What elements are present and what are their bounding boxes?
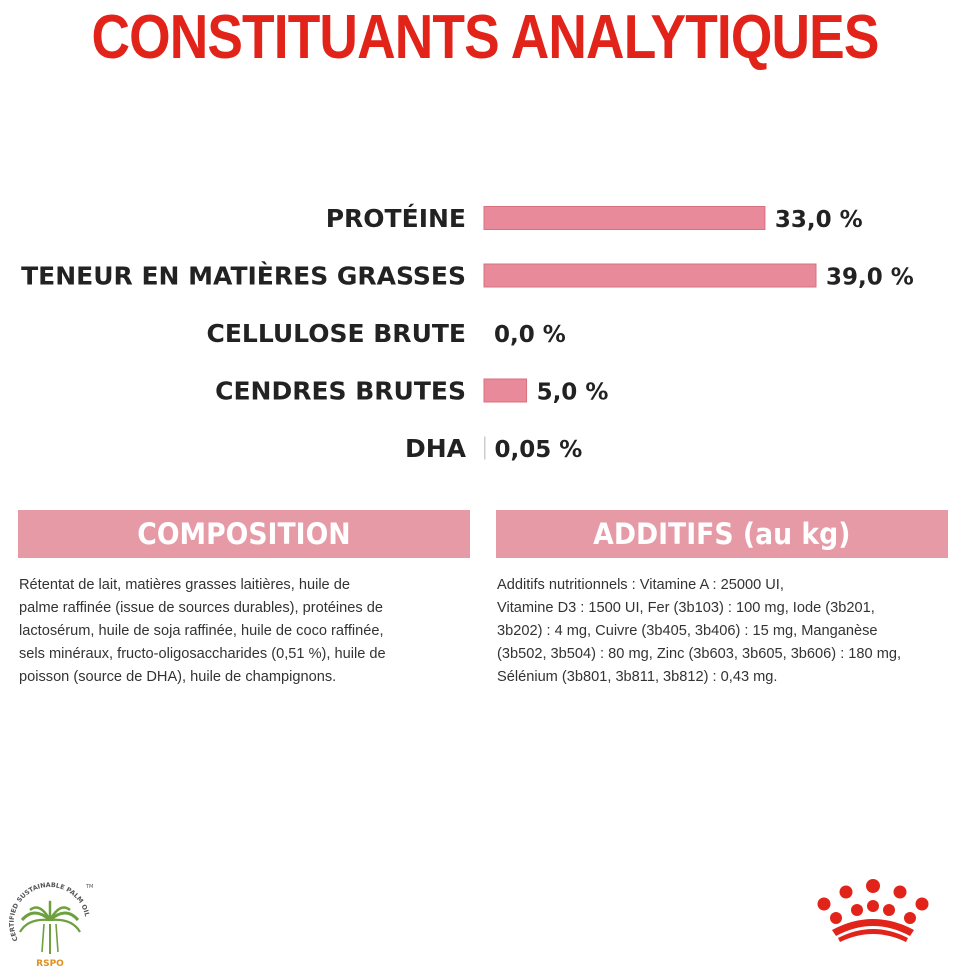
category-label: DHA: [404, 434, 466, 463]
palm-tree-icon: [20, 902, 80, 954]
value-label: 0,05 %: [494, 437, 583, 463]
composition-banner: [18, 510, 470, 558]
bar: [484, 264, 816, 287]
royal-crown-logo: [812, 878, 952, 958]
additives-text: [497, 574, 947, 689]
category-label: CENDRES BRUTES: [215, 376, 466, 406]
composition-line: poisson (source de DHA), huile de champignons.: [19, 669, 337, 685]
composition-title: COMPOSITION: [137, 517, 351, 551]
value-label: 5,0 %: [536, 379, 609, 406]
bar: [484, 379, 527, 402]
value-label: 0,0 %: [494, 322, 566, 348]
additives-line: Sélénium (3b801, 3b811, 3b812) : 0,43 mg.: [497, 669, 778, 685]
rspo-abbr: RSPO: [36, 959, 64, 968]
composition-line: Rétentat de lait, matières grasses laitières, huile de: [19, 577, 350, 593]
rspo-tm: TM: [86, 884, 94, 890]
composition-text: [19, 574, 459, 689]
additives-title: ADDITIFS (au kg): [593, 517, 851, 551]
rspo-logo: [4, 876, 96, 968]
additives-line: 3b202) : 4 mg, Cuivre (3b405, 3b406) : 15 mg, Manganèse: [497, 623, 878, 639]
category-label: CELLULOSE BRUTE: [206, 319, 466, 348]
category-label: PROTÉINE: [325, 204, 466, 233]
additives-line: Additifs nutritionnels : Vitamine A : 25000 UI,: [497, 577, 784, 593]
value-label: 39,0 %: [826, 264, 914, 291]
additives-banner: [496, 510, 948, 558]
crown-icon: [818, 879, 929, 942]
composition-line: sels minéraux, fructo-oligosaccharides (0,51 %), huile de: [19, 646, 386, 662]
category-label: TENEUR EN MATIÈRES GRASSES: [21, 261, 466, 291]
bar: [484, 207, 765, 230]
value-label: 33,0 %: [774, 207, 863, 233]
page-title: CONSTITUANTS ANALYTIQUES: [91, 3, 879, 72]
composition-line: palme raffinée (issue de sources durables), protéines de: [19, 600, 383, 616]
composition-line: lactosérum, huile de soja raffinée, huile de coco raffinée,: [19, 623, 384, 639]
additives-line: (3b502, 3b504) : 80 mg, Zinc (3b603, 3b605, 3b606) : 180 mg,: [497, 646, 902, 662]
rspo-ring-text: CERTIFIED SUSTAINABLE PALM OIL: [7, 880, 92, 943]
bar: [484, 437, 486, 460]
nutrient-bar-chart: [0, 180, 970, 490]
additives-line: Vitamine D3 : 1500 UI, Fer (3b103) : 100 mg, Iode (3b201,: [497, 600, 875, 616]
